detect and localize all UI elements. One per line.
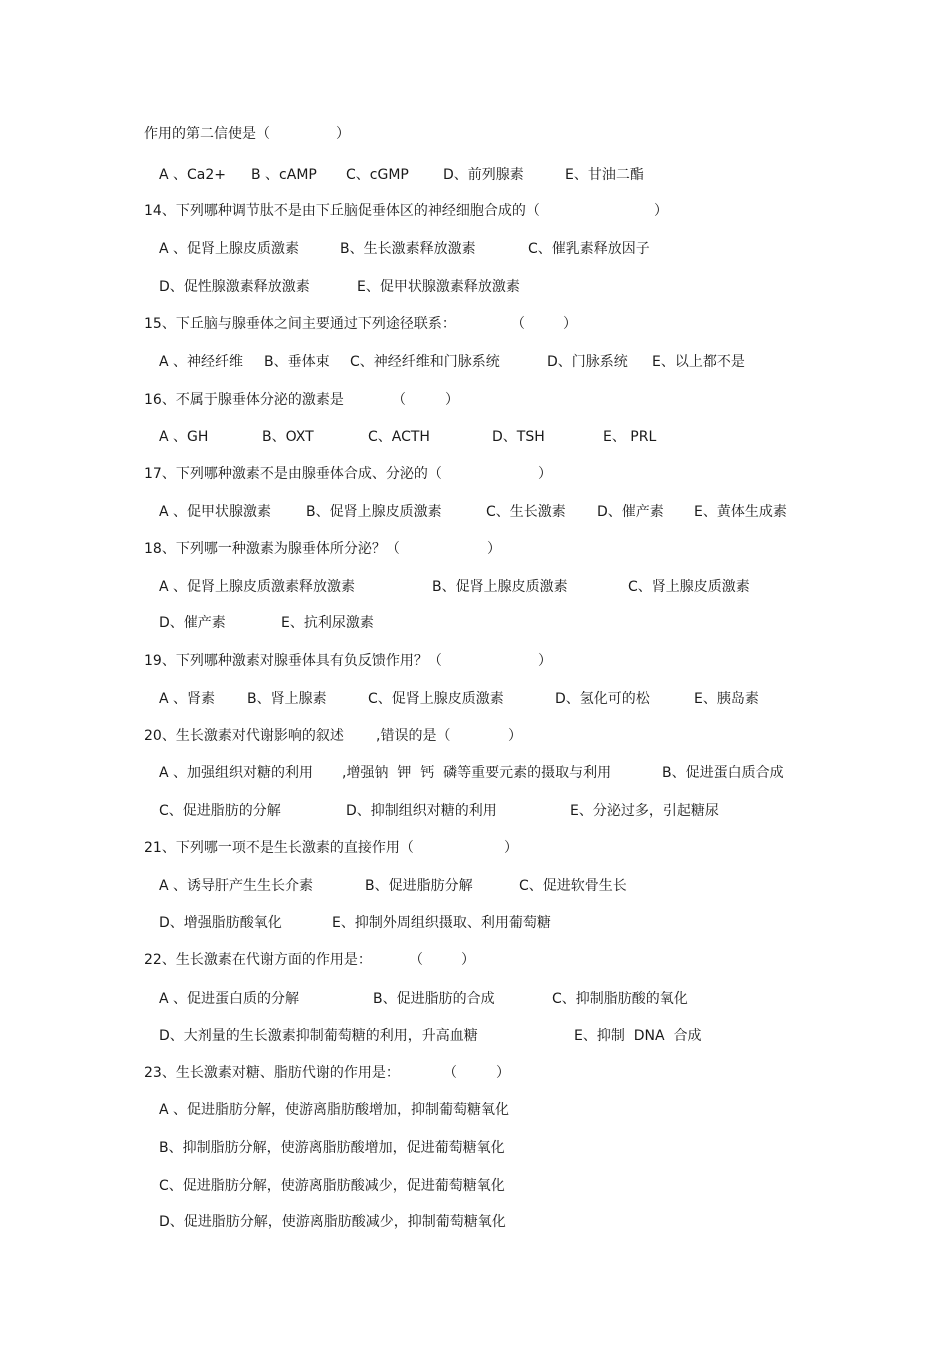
question-text: 20、生长激素对代谢影响的叙述 xyxy=(144,728,344,744)
option-a-continued: ,增强钠 钾 钙 磷等重要元素的摄取与利用 xyxy=(342,765,612,781)
question-text: 16、不属于腺垂体分泌的激素是 xyxy=(144,392,344,408)
option-d: D、增强脂肪酸氧化 xyxy=(159,915,282,931)
option-c: C、促进软骨生长 xyxy=(519,878,627,894)
option-b: B、促肾上腺皮质激素 xyxy=(432,579,568,595)
question-text: 19、下列哪种激素对腺垂体具有负反馈作用？（ xyxy=(144,653,442,669)
answer-bracket-open: （ xyxy=(392,392,406,408)
option-e: E、促甲状腺激素释放激素 xyxy=(357,279,520,295)
answer-bracket-close: ） xyxy=(496,1065,510,1081)
option-a: A 、促肾上腺皮质激素 xyxy=(159,241,300,257)
option-e: E、抗利尿激素 xyxy=(281,615,374,631)
option-b: B、OXT xyxy=(262,429,314,445)
option-d: D、大剂量的生长激素抑制葡萄糖的利用，升高血糖 xyxy=(159,1028,478,1044)
option-d: D、促性腺激素释放激素 xyxy=(159,279,310,295)
answer-bracket-close: ） xyxy=(563,316,577,332)
option-b: B、促肾上腺皮质激素 xyxy=(306,504,442,520)
option-c: C、肾上腺皮质激素 xyxy=(628,579,750,595)
option-a: A 、促肾上腺皮质激素释放激素 xyxy=(159,579,356,595)
option-d: D、氢化可的松 xyxy=(555,691,650,707)
option-a: A 、肾素 xyxy=(159,691,216,707)
option-d: D、催产素 xyxy=(159,615,226,631)
answer-bracket-close: ） xyxy=(336,126,350,142)
answer-bracket-open: （ xyxy=(511,316,525,332)
option-c: C、促进脂肪的分解 xyxy=(159,803,281,819)
option-e: E、 PRL xyxy=(603,429,657,445)
question-text: 18、下列哪一种激素为腺垂体所分泌？（ xyxy=(144,541,400,557)
answer-bracket-close: ） xyxy=(654,203,668,219)
question-text: 23、生长激素对糖、脂肪代谢的作用是： xyxy=(144,1065,400,1081)
answer-bracket-close: ） xyxy=(487,541,501,557)
answer-bracket-close: ） xyxy=(461,952,475,968)
option-c: C、生长激素 xyxy=(486,504,566,520)
question-text: 22、生长激素在代谢方面的作用是： xyxy=(144,952,372,968)
answer-bracket-close: ） xyxy=(538,466,552,482)
answer-bracket-open: （ xyxy=(409,952,423,968)
option-d: D、门脉系统 xyxy=(547,354,628,370)
answer-bracket-close: ） xyxy=(538,653,552,669)
answer-bracket-close: ） xyxy=(508,728,522,744)
option-e: E、抑制 DNA 合成 xyxy=(574,1028,702,1044)
option-a: A 、Ca2+ xyxy=(159,167,227,183)
option-c: C、促肾上腺皮质激素 xyxy=(368,691,504,707)
answer-bracket-open: （ xyxy=(443,1065,457,1081)
option-c: C、抑制脂肪酸的氧化 xyxy=(552,991,688,1007)
option-d: D、促进脂肪分解，使游离脂肪酸减少，抑制葡萄糖氧化 xyxy=(159,1214,506,1230)
option-e: E、分泌过多，引起糖尿 xyxy=(570,803,719,819)
option-c: C、神经纤维和门脉系统 xyxy=(350,354,500,370)
option-b: B 、cAMP xyxy=(251,167,317,183)
option-a: A 、神经纤维 xyxy=(159,354,244,370)
option-e: E、抑制外周组织摄取、利用葡萄糖 xyxy=(332,915,551,931)
question-text: 作用的第二信使是（ xyxy=(144,126,270,142)
option-a: A 、促甲状腺激素 xyxy=(159,504,272,520)
answer-bracket-close: ） xyxy=(504,840,518,856)
question-text-continued: ,错误的是（ xyxy=(376,728,451,744)
option-a: A 、诱导肝产生生长介素 xyxy=(159,878,314,894)
option-d: D、TSH xyxy=(492,429,545,445)
option-d: D、催产素 xyxy=(597,504,664,520)
option-e: E、以上都不是 xyxy=(652,354,745,370)
option-b: B、肾上腺素 xyxy=(247,691,327,707)
question-text: 21、下列哪一项不是生长激素的直接作用（ xyxy=(144,840,414,856)
option-b: B、垂体束 xyxy=(264,354,330,370)
question-text: 17、下列哪种激素不是由腺垂体合成、分泌的（ xyxy=(144,466,442,482)
option-b: B、促进蛋白质合成 xyxy=(662,765,784,781)
option-b: B、促进脂肪的合成 xyxy=(373,991,495,1007)
option-a: A 、促进蛋白质的分解 xyxy=(159,991,300,1007)
option-c: C、ACTH xyxy=(368,429,430,445)
option-e: E、胰岛素 xyxy=(694,691,759,707)
option-c: C、cGMP xyxy=(346,167,409,183)
option-a: A 、加强组织对糖的利用 xyxy=(159,765,314,781)
option-b: B、促进脂肪分解 xyxy=(365,878,473,894)
option-c: C、催乳素释放因子 xyxy=(528,241,650,257)
option-d: D、抑制组织对糖的利用 xyxy=(346,803,497,819)
option-c: C、促进脂肪分解，使游离脂肪酸减少，促进葡萄糖氧化 xyxy=(159,1178,505,1194)
option-a: A 、促进脂肪分解，使游离脂肪酸增加，抑制葡萄糖氧化 xyxy=(159,1102,510,1118)
option-d: D、前列腺素 xyxy=(443,167,524,183)
option-b: B、抑制脂肪分解，使游离脂肪酸增加，促进葡萄糖氧化 xyxy=(159,1140,505,1156)
question-text: 15、下丘脑与腺垂体之间主要通过下列途径联系： xyxy=(144,316,456,332)
option-e: E、甘油二酯 xyxy=(565,167,644,183)
option-b: B、生长激素释放激素 xyxy=(340,241,476,257)
question-text: 14、下列哪种调节肽不是由下丘脑促垂体区的神经细胞合成的（ xyxy=(144,203,540,219)
option-e: E、黄体生成素 xyxy=(694,504,787,520)
answer-bracket-close: ） xyxy=(445,392,459,408)
option-a: A 、GH xyxy=(159,429,209,445)
